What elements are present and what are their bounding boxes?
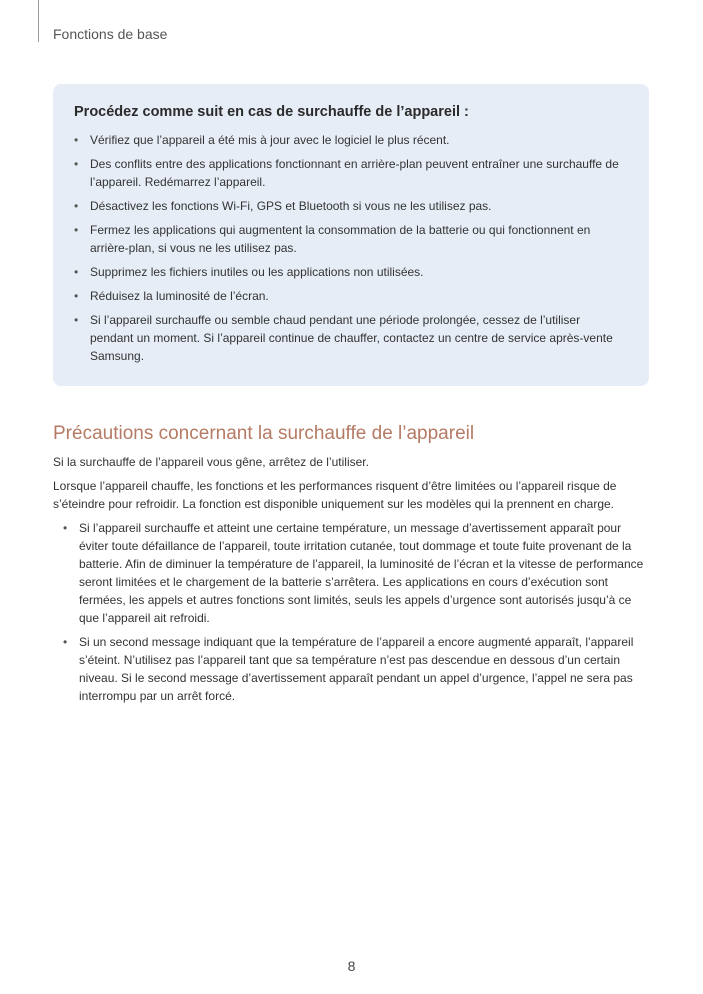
bullet-icon: •	[63, 635, 68, 649]
bullet-icon: •	[74, 133, 79, 147]
list-item-text: Réduisez la luminosité de l’écran.	[90, 289, 269, 303]
bullet-icon: •	[74, 223, 79, 237]
section-list	[53, 519, 649, 705]
list-item	[74, 155, 621, 191]
list-item-text: Vérifiez que l’appareil a été mis à jour avec le logiciel le plus récent.	[90, 133, 450, 147]
section-paragraph: Lorsque l’appareil chauffe, les fonctions et les performances risquent d’être limitées ou l’appareil risque de s’éteindre pour refroidir. La fonction est disponible uniquement sur les modèles qui la prennent en charge.	[53, 479, 617, 511]
list-item-text: Si l’appareil surchauffe ou semble chaud pendant une période prolongée, cessez de l’utiliser pendant un moment. Si l’appareil continue de chauffer, contactez un centre de service après-vente Samsung.	[90, 313, 613, 363]
overheating-note-box	[53, 84, 649, 386]
page-number: 8	[347, 958, 356, 974]
list-item	[74, 131, 621, 149]
list-item	[74, 263, 621, 281]
chapter-title: Fonctions de base	[53, 26, 168, 42]
section-paragraph: Si la surchauffe de l’appareil vous gêne, arrêtez de l’utiliser.	[53, 455, 369, 469]
list-item-text: Si un second message indiquant que la température de l’appareil a encore augmenté apparaît, l’appareil s’éteint. N’utilisez pas l’appareil tant que sa température n’est pas descendue en dessous d’un certain niveau. Si le second message d’avertissement apparaît pendant un appel d’urgence, l’appel ne sera pas interrompu par un arrêt forcé.	[79, 635, 634, 703]
section-title: Précautions concernant la surchauffe de l’appareil	[53, 423, 475, 444]
bullet-icon: •	[63, 521, 68, 535]
list-item	[74, 221, 621, 257]
list-item-text: Si l’appareil surchauffe et atteint une certaine température, un message d’avertissement apparaît pour éviter toute défaillance de l’appareil, toute irritation cutanée, tout dommage et toute fuite provenant de la batterie. Afin de diminuer la température de l’appareil, la luminosité de l’écran et la vitesse de performance seront limitées et le chargement de la batterie s’arrêtera. Les applications en cours d’exécution sont fermées, les appels et autres fonctions sont limités, seuls les appels d’urgence sont autorisés jusqu’à ce que l’appareil ait refroidi.	[79, 521, 644, 625]
bullet-icon: •	[74, 289, 79, 303]
header-divider	[38, 0, 39, 42]
list-item-text: Supprimez les fichiers inutiles ou les applications non utilisées.	[90, 265, 424, 279]
bullet-icon: •	[74, 313, 79, 327]
note-title: Procédez comme suit en cas de surchauffe de l’appareil :	[74, 104, 469, 120]
list-item-text: Désactivez les fonctions Wi-Fi, GPS et Bluetooth si vous ne les utilisez pas.	[90, 199, 492, 213]
list-item-text: Des conflits entre des applications fonctionnant en arrière-plan peuvent entraîner une surchauffe de l’appareil. Redémarrez l’appareil.	[90, 157, 619, 189]
list-item	[74, 287, 621, 305]
list-item	[63, 519, 649, 627]
bullet-icon: •	[74, 199, 79, 213]
bullet-icon: •	[74, 157, 79, 171]
list-item	[63, 633, 649, 705]
list-item-text: Fermez les applications qui augmentent la consommation de la batterie ou qui fonctionnent en arrière-plan, si vous ne les utilisez pas.	[90, 223, 591, 255]
bullet-icon: •	[74, 265, 79, 279]
note-list	[74, 131, 621, 365]
list-item	[74, 197, 621, 215]
precautions-section	[53, 421, 649, 711]
list-item	[74, 311, 621, 365]
